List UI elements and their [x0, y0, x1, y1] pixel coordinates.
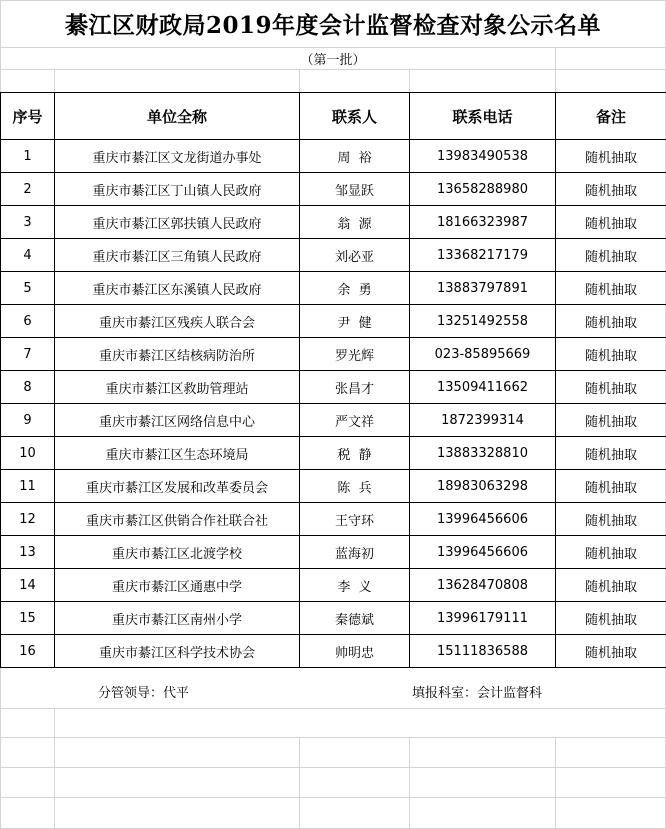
cell-note: 随机抽取: [556, 173, 666, 206]
cell-contact: 余 勇: [300, 272, 410, 305]
cell-unit: 重庆市綦江区北渡学校: [55, 536, 300, 569]
cell-unit: 重庆市綦江区丁山镇人民政府: [55, 173, 300, 206]
cell-unit: 重庆市綦江区东溪镇人民政府: [55, 272, 300, 305]
table-row: [1, 272, 666, 305]
cell-phone: 1872399314: [410, 404, 556, 437]
cell-serial: 1: [1, 140, 55, 173]
cell-phone: 13983490538: [410, 140, 556, 173]
cell-unit: 重庆市綦江区文龙街道办事处: [55, 140, 300, 173]
header-phone: 联系电话: [410, 93, 556, 140]
cell-unit: 重庆市綦江区通惠中学: [55, 569, 300, 602]
header-remarks: 备注: [556, 93, 666, 140]
cell-serial: 2: [1, 173, 55, 206]
batch-subtitle: （第一批）: [300, 52, 366, 68]
table-header-row: [1, 93, 666, 140]
cell-note: 随机抽取: [556, 569, 666, 602]
cell-phone: 18166323987: [410, 206, 556, 239]
cell-serial: 3: [1, 206, 55, 239]
gridline: [299, 737, 300, 829]
header-serial-number: 序号: [1, 93, 55, 140]
cell-unit: 重庆市綦江区南州小学: [55, 602, 300, 635]
table-row: [1, 569, 666, 602]
cell-note: 随机抽取: [556, 272, 666, 305]
cell-serial: 16: [1, 635, 55, 668]
cell-note: 随机抽取: [556, 602, 666, 635]
reporting-department: 填报科室：会计监督科: [412, 686, 543, 701]
table-row: [1, 602, 666, 635]
cell-serial: 14: [1, 569, 55, 602]
cell-phone: 13996179111: [410, 602, 556, 635]
leader-in-charge: 分管领导：代平: [98, 686, 190, 701]
cell-unit: 重庆市綦江区残疾人联合会: [55, 305, 300, 338]
gridline: [0, 767, 666, 768]
cell-note: 随机抽取: [556, 404, 666, 437]
cell-phone: 13996456606: [410, 503, 556, 536]
table-row: [1, 371, 666, 404]
footer: [0, 672, 666, 708]
cell-note: 随机抽取: [556, 536, 666, 569]
table-row: [1, 338, 666, 371]
gridline: [54, 708, 55, 829]
table-row: [1, 239, 666, 272]
cell-phone: 13996456606: [410, 536, 556, 569]
cell-contact: 陈 兵: [300, 470, 410, 503]
cell-note: 随机抽取: [556, 437, 666, 470]
cell-contact: 尹 健: [300, 305, 410, 338]
cell-unit: 重庆市綦江区三角镇人民政府: [55, 239, 300, 272]
cell-serial: 7: [1, 338, 55, 371]
gridline: [299, 69, 300, 92]
table-row: [1, 173, 666, 206]
table-row: [1, 503, 666, 536]
cell-serial: 6: [1, 305, 55, 338]
cell-note: 随机抽取: [556, 338, 666, 371]
cell-unit: 重庆市綦江区供销合作社联合社: [55, 503, 300, 536]
audit-target-table: [0, 92, 666, 668]
gridline: [409, 737, 410, 829]
page-title: 綦江区财政局2019年度会计监督检查对象公示名单: [64, 12, 601, 39]
cell-contact: 刘必亚: [300, 239, 410, 272]
cell-phone: 13883797891: [410, 272, 556, 305]
cell-phone: 18983063298: [410, 470, 556, 503]
cell-contact: 王守环: [300, 503, 410, 536]
gridline: [409, 69, 410, 92]
cell-unit: 重庆市綦江区郭扶镇人民政府: [55, 206, 300, 239]
cell-contact: 税 静: [300, 437, 410, 470]
cell-contact: 翁 源: [300, 206, 410, 239]
cell-phone: 13628470808: [410, 569, 556, 602]
cell-unit: 重庆市綦江区结核病防治所: [55, 338, 300, 371]
header-unit-name: 单位全称: [55, 93, 300, 140]
cell-note: 随机抽取: [556, 470, 666, 503]
cell-phone: 13658288980: [410, 173, 556, 206]
cell-note: 随机抽取: [556, 140, 666, 173]
table-row: [1, 140, 666, 173]
cell-note: 随机抽取: [556, 635, 666, 668]
cell-phone: 13883328810: [410, 437, 556, 470]
table-row: [1, 305, 666, 338]
cell-contact: 张昌才: [300, 371, 410, 404]
cell-serial: 4: [1, 239, 55, 272]
cell-serial: 13: [1, 536, 55, 569]
cell-contact: 邹显跃: [300, 173, 410, 206]
cell-serial: 8: [1, 371, 55, 404]
gridline: [54, 69, 55, 92]
cell-note: 随机抽取: [556, 206, 666, 239]
cell-serial: 11: [1, 470, 55, 503]
table-row: [1, 437, 666, 470]
cell-phone: 13509411662: [410, 371, 556, 404]
cell-note: 随机抽取: [556, 371, 666, 404]
cell-contact: 罗光辉: [300, 338, 410, 371]
cell-unit: 重庆市綦江区科学技术协会: [55, 635, 300, 668]
cell-unit: 重庆市綦江区生态环境局: [55, 437, 300, 470]
table-row: [1, 635, 666, 668]
table-row: [1, 404, 666, 437]
cell-contact: 周 裕: [300, 140, 410, 173]
cell-serial: 9: [1, 404, 55, 437]
table-row: [1, 206, 666, 239]
gridline: [0, 708, 666, 709]
gridline: [0, 69, 666, 70]
cell-contact: 蓝海初: [300, 536, 410, 569]
table-row: [1, 470, 666, 503]
cell-note: 随机抽取: [556, 503, 666, 536]
cell-unit: 重庆市綦江区网络信息中心: [55, 404, 300, 437]
cell-contact: 李 义: [300, 569, 410, 602]
table-row: [1, 536, 666, 569]
cell-note: 随机抽取: [556, 305, 666, 338]
gridline: [0, 797, 666, 798]
cell-contact: 帅明忠: [300, 635, 410, 668]
cell-serial: 10: [1, 437, 55, 470]
cell-contact: 秦德斌: [300, 602, 410, 635]
cell-unit: 重庆市綦江区救助管理站: [55, 371, 300, 404]
cell-unit: 重庆市綦江区发展和改革委员会: [55, 470, 300, 503]
gridline: [555, 737, 556, 829]
cell-phone: 13251492558: [410, 305, 556, 338]
cell-serial: 12: [1, 503, 55, 536]
gridline: [0, 737, 666, 738]
cell-phone: 15111836588: [410, 635, 556, 668]
cell-phone: 023-85895669: [410, 338, 556, 371]
header-contact-person: 联系人: [300, 93, 410, 140]
cell-serial: 5: [1, 272, 55, 305]
cell-note: 随机抽取: [556, 239, 666, 272]
cell-phone: 13368217179: [410, 239, 556, 272]
cell-serial: 15: [1, 602, 55, 635]
cell-contact: 严文祥: [300, 404, 410, 437]
